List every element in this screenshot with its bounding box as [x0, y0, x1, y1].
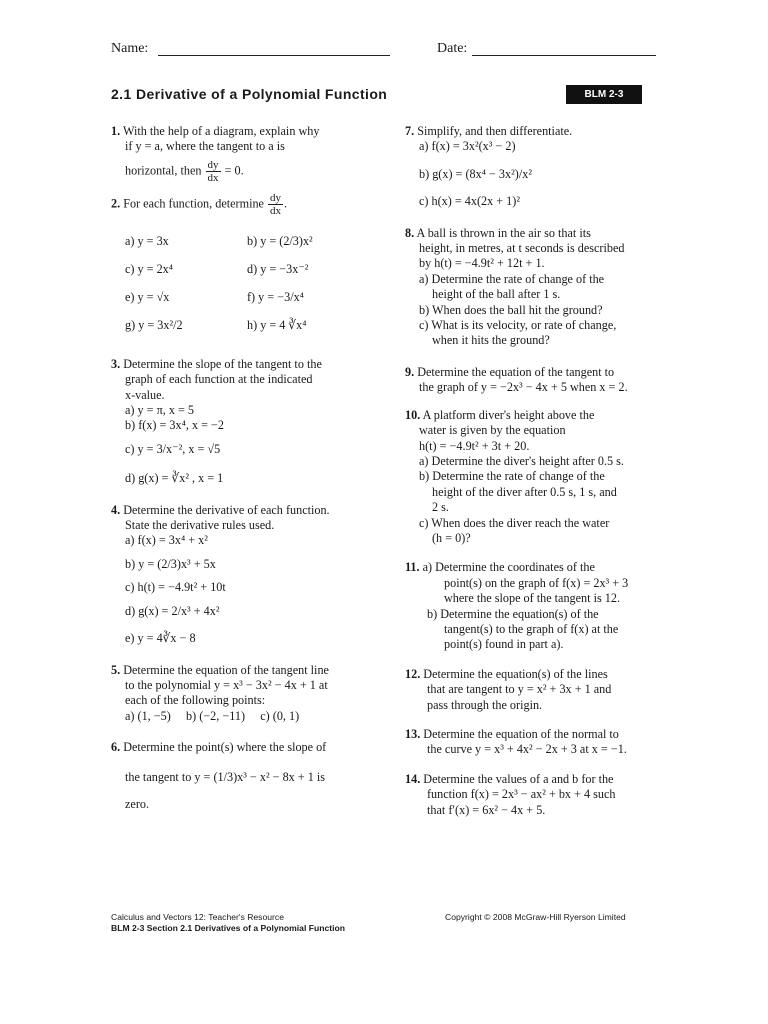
- footer-left: [111, 912, 345, 934]
- question-1: 1. With the help of a diagram, explain why if y = a, where the tangent to a is horizontal, then $\frac{dy}{dx}$ = 0.: [111, 124, 320, 184]
- part-item: height of the diver after 0.5 s, 1 s, and: [432, 484, 617, 499]
- part-item: b) Determine the rate of change of the: [419, 469, 605, 484]
- part-item: a) (1, −5): [125, 708, 171, 723]
- part-item: b) y = (2/3)x³ + 5x: [125, 556, 216, 571]
- dy-dx-fraction: $\frac{dy}{dx}$: [207, 158, 219, 184]
- part-item: g) y = 3x²/2: [125, 317, 183, 332]
- date-label: Date:: [437, 41, 468, 56]
- part-item: b) f(x) = 3x⁴, x = −2: [125, 418, 224, 433]
- question-2: 2. For each function, determine $\frac{dy}{dx}$ . a) y = 3x b) y = (2/3)x² c) y = 2x⁴ d) y = −3x⁻² e) y = √x f) y = −3/x⁴ g) y = 3x²/2 h) y = 4 ∛x⁴: [111, 192, 381, 339]
- part-item: d) y = −3x⁻²: [247, 261, 309, 276]
- part-item: a) y = 3x: [125, 233, 169, 248]
- question-8: 8. A ball is thrown in the air so that its height, in metres, at t seconds is described by h(t) = −4.9t² + 12t + 1. a) Determine the rate of change of the height of the ball after 1 s. b) When does the ball hit the ground? c) What is its velocity, or rate of change, when it hits the ground?: [405, 226, 685, 349]
- part-item: a) Determine the diver's height after 0.5 s.: [419, 453, 624, 468]
- part-item: c) What is its velocity, or rate of change,: [419, 318, 617, 333]
- question-3: 3. Determine the slope of the tangent to the graph of each function at the indicated x-value. a) y = π, x = 5 b) f(x) = 3x⁴, x = −2 c) y = 3/x⁻², x = √5 d) g(x) = ∛x² , x = 1: [111, 357, 381, 487]
- part-item: a) Determine the coordinates of the: [422, 560, 595, 575]
- question-13: 13. Determine the equation of the normal to the curve y = x³ + 4x² − 2x + 3 at x = −1.: [405, 727, 627, 757]
- footer-copyright: Copyright © 2008 McGraw-Hill Ryerson Limited: [445, 912, 626, 922]
- name-label: Name:: [111, 41, 149, 56]
- footer-book-title: Calculus and Vectors 12: Teacher's Resource: [111, 912, 284, 922]
- part-item: c) h(t) = −4.9t² + 10t: [125, 580, 226, 595]
- part-item: height of the ball after 1 s.: [432, 287, 561, 302]
- question-10: 10. A platform diver's height above the water is given by the equation h(t) = −4.9t² + 3t + 20. a) Determine the diver's height after 0.5 s. b) Determine the rate of change of the height of the diver after 0.5 s, 1 s, and 2 s. c) When does the diver reach the water (h = 0)?: [405, 408, 685, 547]
- question-4: 4. Determine the derivative of each function. State the derivative rules used. a) f(x) = 3x⁴ + x² b) y = (2/3)x³ + 5x c) h(t) = −4.9t² + 10t d) g(x) = 2/x³ + 4x² e) y = 4∛x − 8: [111, 503, 381, 647]
- part-item: d) g(x) = 2/x³ + 4x²: [125, 603, 220, 618]
- question-14: 14. Determine the values of a and b for the function f(x) = 2x³ − ax² + bx + 4 such that f′(x) = 6x² − 4x + 5.: [405, 771, 616, 817]
- question-2-parts: [111, 227, 381, 339]
- question-12: 12. Determine the equation(s) of the lines that are tangent to y = x² + 3x + 1 and pass through the origin.: [405, 666, 612, 712]
- part-item: b) Determine the equation(s) of the: [427, 606, 599, 621]
- part-item: b) y = (2/3)x²: [247, 233, 313, 248]
- question-11: 11. a) Determine the coordinates of the point(s) on the graph of f(x) = 2x³ + 3 where the slope of the tangent is 12. b) Determine the equation(s) of the tangent(s) to the graph of f(x) at the point(s) found in part a).: [405, 560, 685, 652]
- part-item: a) Determine the rate of change of the: [419, 271, 605, 286]
- part-item: d) g(x) = ∛x² , x = 1: [125, 471, 224, 486]
- part-item: 2 s.: [432, 500, 449, 515]
- part-item: a) f(x) = 3x⁴ + x²: [125, 533, 208, 548]
- page-title: 2.1 Derivative of a Polynomial Function: [111, 86, 388, 102]
- part-item: (h = 0)?: [432, 530, 471, 545]
- part-item: e) y = √x: [125, 289, 170, 304]
- blm-badge: BLM 2-3: [566, 85, 642, 104]
- part-item: c) h(x) = 4x(2x + 1)²: [419, 194, 520, 209]
- part-item: a) y = π, x = 5: [125, 403, 194, 418]
- left-column: [111, 124, 381, 812]
- part-item: b) (−2, −11): [186, 708, 246, 723]
- question-6: 6. Determine the point(s) where the slope of the tangent to y = (1/3)x³ − x² − 8x + 1 is zero.: [111, 740, 327, 811]
- question-9: 9. Determine the equation of the tangent to the graph of y = −2x³ − 4x + 5 when x = 2.: [405, 364, 628, 395]
- footer-section-title: BLM 2-3 Section 2.1 Derivatives of a Polynomial Function: [111, 923, 345, 933]
- part-item: f) y = −3/x⁴: [247, 289, 304, 304]
- date-field-line[interactable]: [472, 55, 656, 56]
- question-5: 5. Determine the equation of the tangent line to the polynomial y = x³ − 3x² − 4x + 1 at each of the following points: a) (1, −5) b) (−2, −11) c) (0, 1): [111, 662, 329, 723]
- question-7: 7. Simplify, and then differentiate. a) f(x) = 3x²(x³ − 2) b) g(x) = (8x⁴ − 3x²)/x² c) h(x) = 4x(2x + 1)²: [405, 124, 685, 210]
- part-item: b) When does the ball hit the ground?: [419, 302, 603, 317]
- part-item: e) y = 4∛x − 8: [125, 631, 196, 646]
- part-item: h) y = 4 ∛x⁴: [247, 317, 307, 332]
- part-item: a) f(x) = 3x²(x³ − 2): [419, 139, 516, 154]
- part-item: c) y = 2x⁴: [125, 261, 174, 276]
- name-field-line[interactable]: [158, 55, 390, 56]
- part-item: c) When does the diver reach the water: [419, 515, 610, 530]
- part-item: when it hits the ground?: [432, 333, 550, 348]
- right-column: [405, 124, 685, 818]
- part-item: c) (0, 1): [260, 708, 300, 723]
- part-item: c) y = 3/x⁻², x = √5: [125, 441, 221, 456]
- part-item: b) g(x) = (8x⁴ − 3x²)/x²: [419, 166, 532, 181]
- dy-dx-fraction: $\frac{dy}{dx}$: [270, 191, 282, 217]
